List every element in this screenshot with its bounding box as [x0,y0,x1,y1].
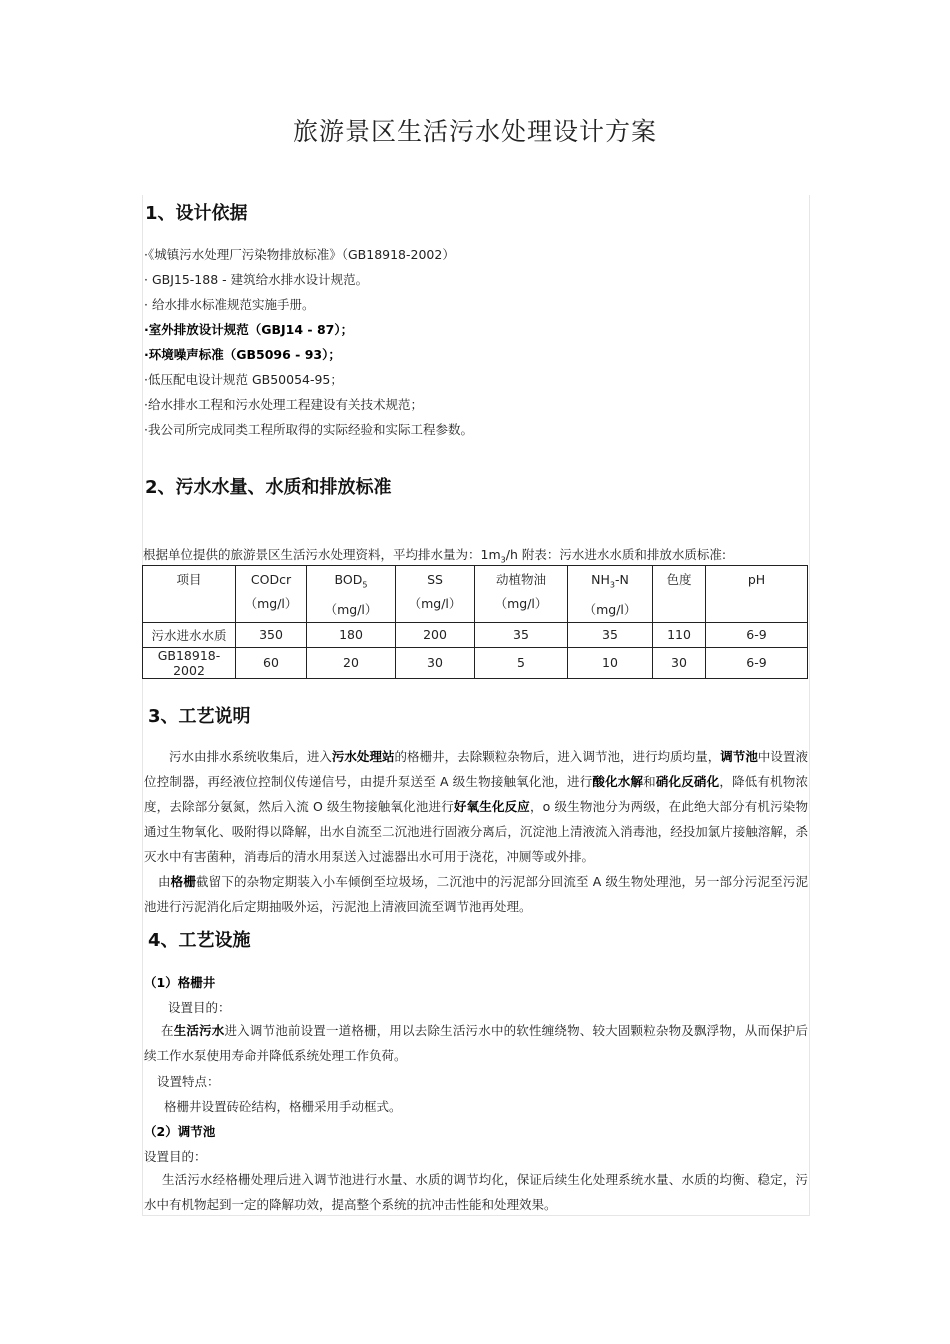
section-2-heading: 2、污水水量、水质和排放标准 [145,477,392,498]
s4-purpose-label: 设置目的： [144,1149,207,1164]
table-cell: 5 [475,647,568,678]
s1-item: ·室外排放设计规范（GBJ14 - 87）； [144,322,354,337]
table-header-cell: 项目 [143,566,236,623]
section-3-heading: 3、工艺说明 [148,706,251,727]
section-4-heading: 4、工艺设施 [148,930,251,951]
table-header-cell: 色度 [653,566,706,623]
s2-intro: 根据单位提供的旅游景区生活污水处理资料，平均排水量为：$1m_3/h$ 附表：污水进水水质和排放水质标准: [143,547,727,565]
table-header-cell: CODcr （mg/l） [236,566,307,623]
table-cell: 30 [653,647,706,678]
s1-item: ·低压配电设计规范 GB50054-95； [144,372,343,387]
table-cell: 30 [396,647,475,678]
s1-item: ·环境噪声标准（GB5096 - 93）； [144,347,341,362]
s4-subheading-screen-well: （1）格栅井 [144,975,216,990]
table-cell: 6-9 [706,647,808,678]
s1-item: ·给水排水工程和污水处理工程建设有关技术规范； [144,397,423,412]
s1-item: · GBJ15-188 - 建筑给水排水设计规范。 [144,272,369,287]
table-cell: 60 [236,647,307,678]
s1-item: ·我公司所完成同类工程所取得的实际经验和实际工程参数。 [144,422,473,437]
table-cell: 10 [568,647,653,678]
s4-feature-label: 设置特点： [157,1074,220,1089]
s4-screen-well-purpose: 在生活污水进入调节池前设置一道格栅，用以去除生活污水中的软性缠绕物、较大固颗粒杂物及飘浮物，从而保护后续工作水泵使用寿命并降低系统处理工作负荷。 [144,1023,808,1063]
table-cell: 200 [396,622,475,647]
table-cell: 180 [307,622,396,647]
table-cell: 污水进水水质 [143,622,236,647]
water-quality-table [142,565,808,679]
table-cell: 110 [653,622,706,647]
s1-item: · 给水排水标准规范实施手册。 [144,297,315,312]
table-row [143,647,808,678]
table-header-cell: $NH_3-N$ （mg/l） [568,566,653,623]
s1-item: ·《城镇污水处理厂污染物排放标准》（GB18918-2002） [144,247,455,262]
section-1-heading: 1、设计依据 [145,203,248,224]
page-title: 旅游景区生活污水处理设计方案 [292,117,657,146]
table-header-cell: $BOD_5$ （mg/l） [307,566,396,623]
table-cell: 6-9 [706,622,808,647]
s4-purpose-label: 设置目的： [168,1000,231,1015]
table-cell: GB18918-2002 [143,647,236,678]
s3-paragraph-1: 污水由排水系统收集后，进入污水处理站的格栅井，去除颗粒杂物后，进入调节池，进行均质均量，调节池中设置液位控制器，再经液位控制仪传递信号，由提升泵送至 A 级生物接触氧化池，进行酸化水解和硝化反硝化，降低有机物浓度，去除部分氨氮，然后入流 O 级生物接触氧化池进行好氧生化反应，o 级生物池分为两级，在此绝大部分有机污染物通过生物氧化、吸附得以降解，出水自流至二沉池进行固液分离后，沉淀池上清液流入消毒池，经投加氯片接触溶解，杀灭水中有害菌种，消毒后的清水用泵送入过滤器出水可用于浇花，冲厕等或外排。 [144,749,808,864]
table-header-cell: SS （mg/l） [396,566,475,623]
table-header-row [143,566,808,623]
table-row [143,622,808,647]
s4-feature-text: 格栅井设置砖砼结构，格栅采用手动框式。 [164,1099,402,1114]
table-header-cell: pH [706,566,808,623]
s4-subheading-regulating-tank: （2）调节池 [144,1124,216,1139]
table-cell: 35 [475,622,568,647]
s4-regulating-tank-purpose: 生活污水经格栅处理后进入调节池进行水量、水质的调节均化，保证后续生化处理系统水量、水质的均衡、稳定，污水中有机物起到一定的降解功效，提高整个系统的抗冲击性能和处理效果。 [144,1172,808,1212]
table-cell: 350 [236,622,307,647]
table-cell: 35 [568,622,653,647]
table-header-cell: 动植物油 （mg/l） [475,566,568,623]
s3-paragraph-2: 由格栅截留下的杂物定期装入小车倾倒至垃圾场，二沉池中的污泥部分回流至 A 级生物处理池，另一部分污泥至污泥池进行污泥消化后定期抽吸外运，污泥池上清液回流至调节池再处理。 [144,874,808,914]
table-cell: 20 [307,647,396,678]
